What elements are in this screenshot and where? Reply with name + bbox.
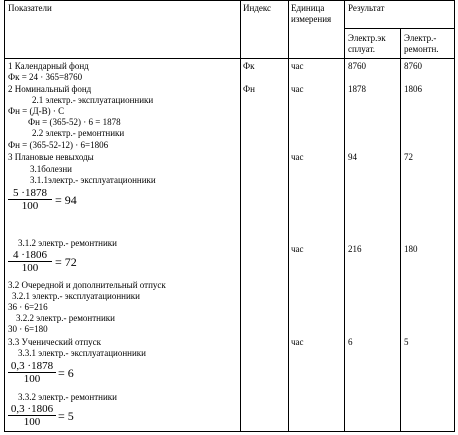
row2-value-exploit: 1878 — [348, 84, 366, 94]
row2-sub2: 2.2 электр.- ремонтники — [32, 128, 125, 138]
row2-value-repair: 1806 — [404, 84, 422, 94]
row33-unit: час — [291, 337, 304, 347]
row3b-sub: 3.1.2 электр.- ремонтники — [18, 238, 117, 248]
header-indicators: Показатели — [8, 3, 52, 13]
row2-sub1: 2.1 электр.- эксплуатационники — [32, 95, 154, 105]
fraction-denominator: 100 — [21, 262, 39, 274]
row33-sub2: 3.3.2 электр.- ремонтники — [18, 392, 117, 402]
row33-value-repair: 5 — [404, 337, 409, 347]
row-divider — [344, 28, 454, 29]
row32-formula2: 30 · 6=180 — [8, 324, 48, 334]
column-divider — [344, 1, 345, 431]
row33-value-exploit: 6 — [348, 337, 353, 347]
row33-title: 3.3 Ученический отпуск — [8, 337, 102, 347]
row1-unit: час — [291, 61, 304, 71]
column-divider — [240, 1, 241, 431]
fraction-denominator: 100 — [23, 373, 41, 385]
header-result-repair: Электр.- ремонтн. — [404, 33, 439, 54]
row1-value-repair: 8760 — [404, 61, 422, 71]
row32-formula1: 36 · 6=216 — [8, 302, 48, 312]
row3-unit: час — [291, 152, 304, 162]
row3-title: 3 Плановые невыходы — [8, 152, 94, 162]
row33-fraction2 — [8, 403, 56, 428]
header-index: Индекс — [243, 3, 272, 13]
row2-formula2: Фн = (365-52) · 6 = 1878 — [28, 117, 121, 127]
column-divider — [288, 1, 289, 431]
row2-formula1: Фн = (Д-В) · С — [8, 106, 65, 116]
row1-formula: Фк = 24 · 365=8760 — [8, 72, 83, 82]
fraction-numerator: 4 ·1806 — [8, 249, 52, 262]
row33-fraction1-result: = 6 — [58, 366, 74, 380]
row1-index: Фк — [243, 61, 255, 71]
row3-value-exploit: 94 — [348, 152, 357, 162]
row3-value-repair: 72 — [404, 152, 413, 162]
row1-title: 1 Календарный фонд — [8, 61, 89, 71]
header-unit: Единица измерения — [291, 3, 332, 24]
row2-title: 2 Номинальный фонд — [8, 84, 92, 94]
row3-sub1: 3.1болезни — [30, 164, 72, 174]
row32-title: 3.2 Очередной и дополнительный отпуск — [8, 280, 166, 290]
fraction-numerator: 5 ·1878 — [8, 187, 52, 200]
fraction-denominator: 100 — [23, 416, 41, 428]
row3b-unit: час — [291, 244, 304, 254]
fraction-numerator: 0,3 ·1806 — [8, 403, 56, 416]
row3-fraction-result: = 94 — [55, 193, 77, 207]
row3-fraction — [8, 187, 52, 212]
row3b-fraction-result: = 72 — [55, 255, 77, 269]
row33-fraction2-result: = 5 — [58, 409, 74, 423]
row1-value-exploit: 8760 — [348, 61, 366, 71]
row2-formula3: Фн = (365-52-12) · 6=1806 — [8, 140, 109, 150]
row33-fraction1 — [8, 360, 56, 385]
fraction-denominator: 100 — [21, 200, 39, 212]
row32-sub1: 3.2.1 электр.- эксплуатационники — [12, 291, 140, 301]
column-divider — [400, 28, 401, 431]
row33-sub1: 3.3.1 электр.- эксплуатационники — [18, 348, 146, 358]
row3-sub2: 3.1.1электр.- эксплуатационники — [30, 175, 156, 185]
row3b-value-exploit: 216 — [348, 244, 362, 254]
header-result-exploit: Электр.эк сплуат. — [348, 33, 386, 54]
row2-unit: час — [291, 84, 304, 94]
row-divider — [5, 58, 454, 59]
row3b-fraction — [8, 249, 52, 274]
header-result: Результат — [348, 3, 385, 13]
fraction-numerator: 0,3 ·1878 — [8, 360, 56, 373]
row2-index: Фн — [243, 84, 255, 94]
row3b-value-repair: 180 — [404, 244, 418, 254]
row32-sub2: 3.2.2 электр.- ремонтники — [16, 313, 115, 323]
